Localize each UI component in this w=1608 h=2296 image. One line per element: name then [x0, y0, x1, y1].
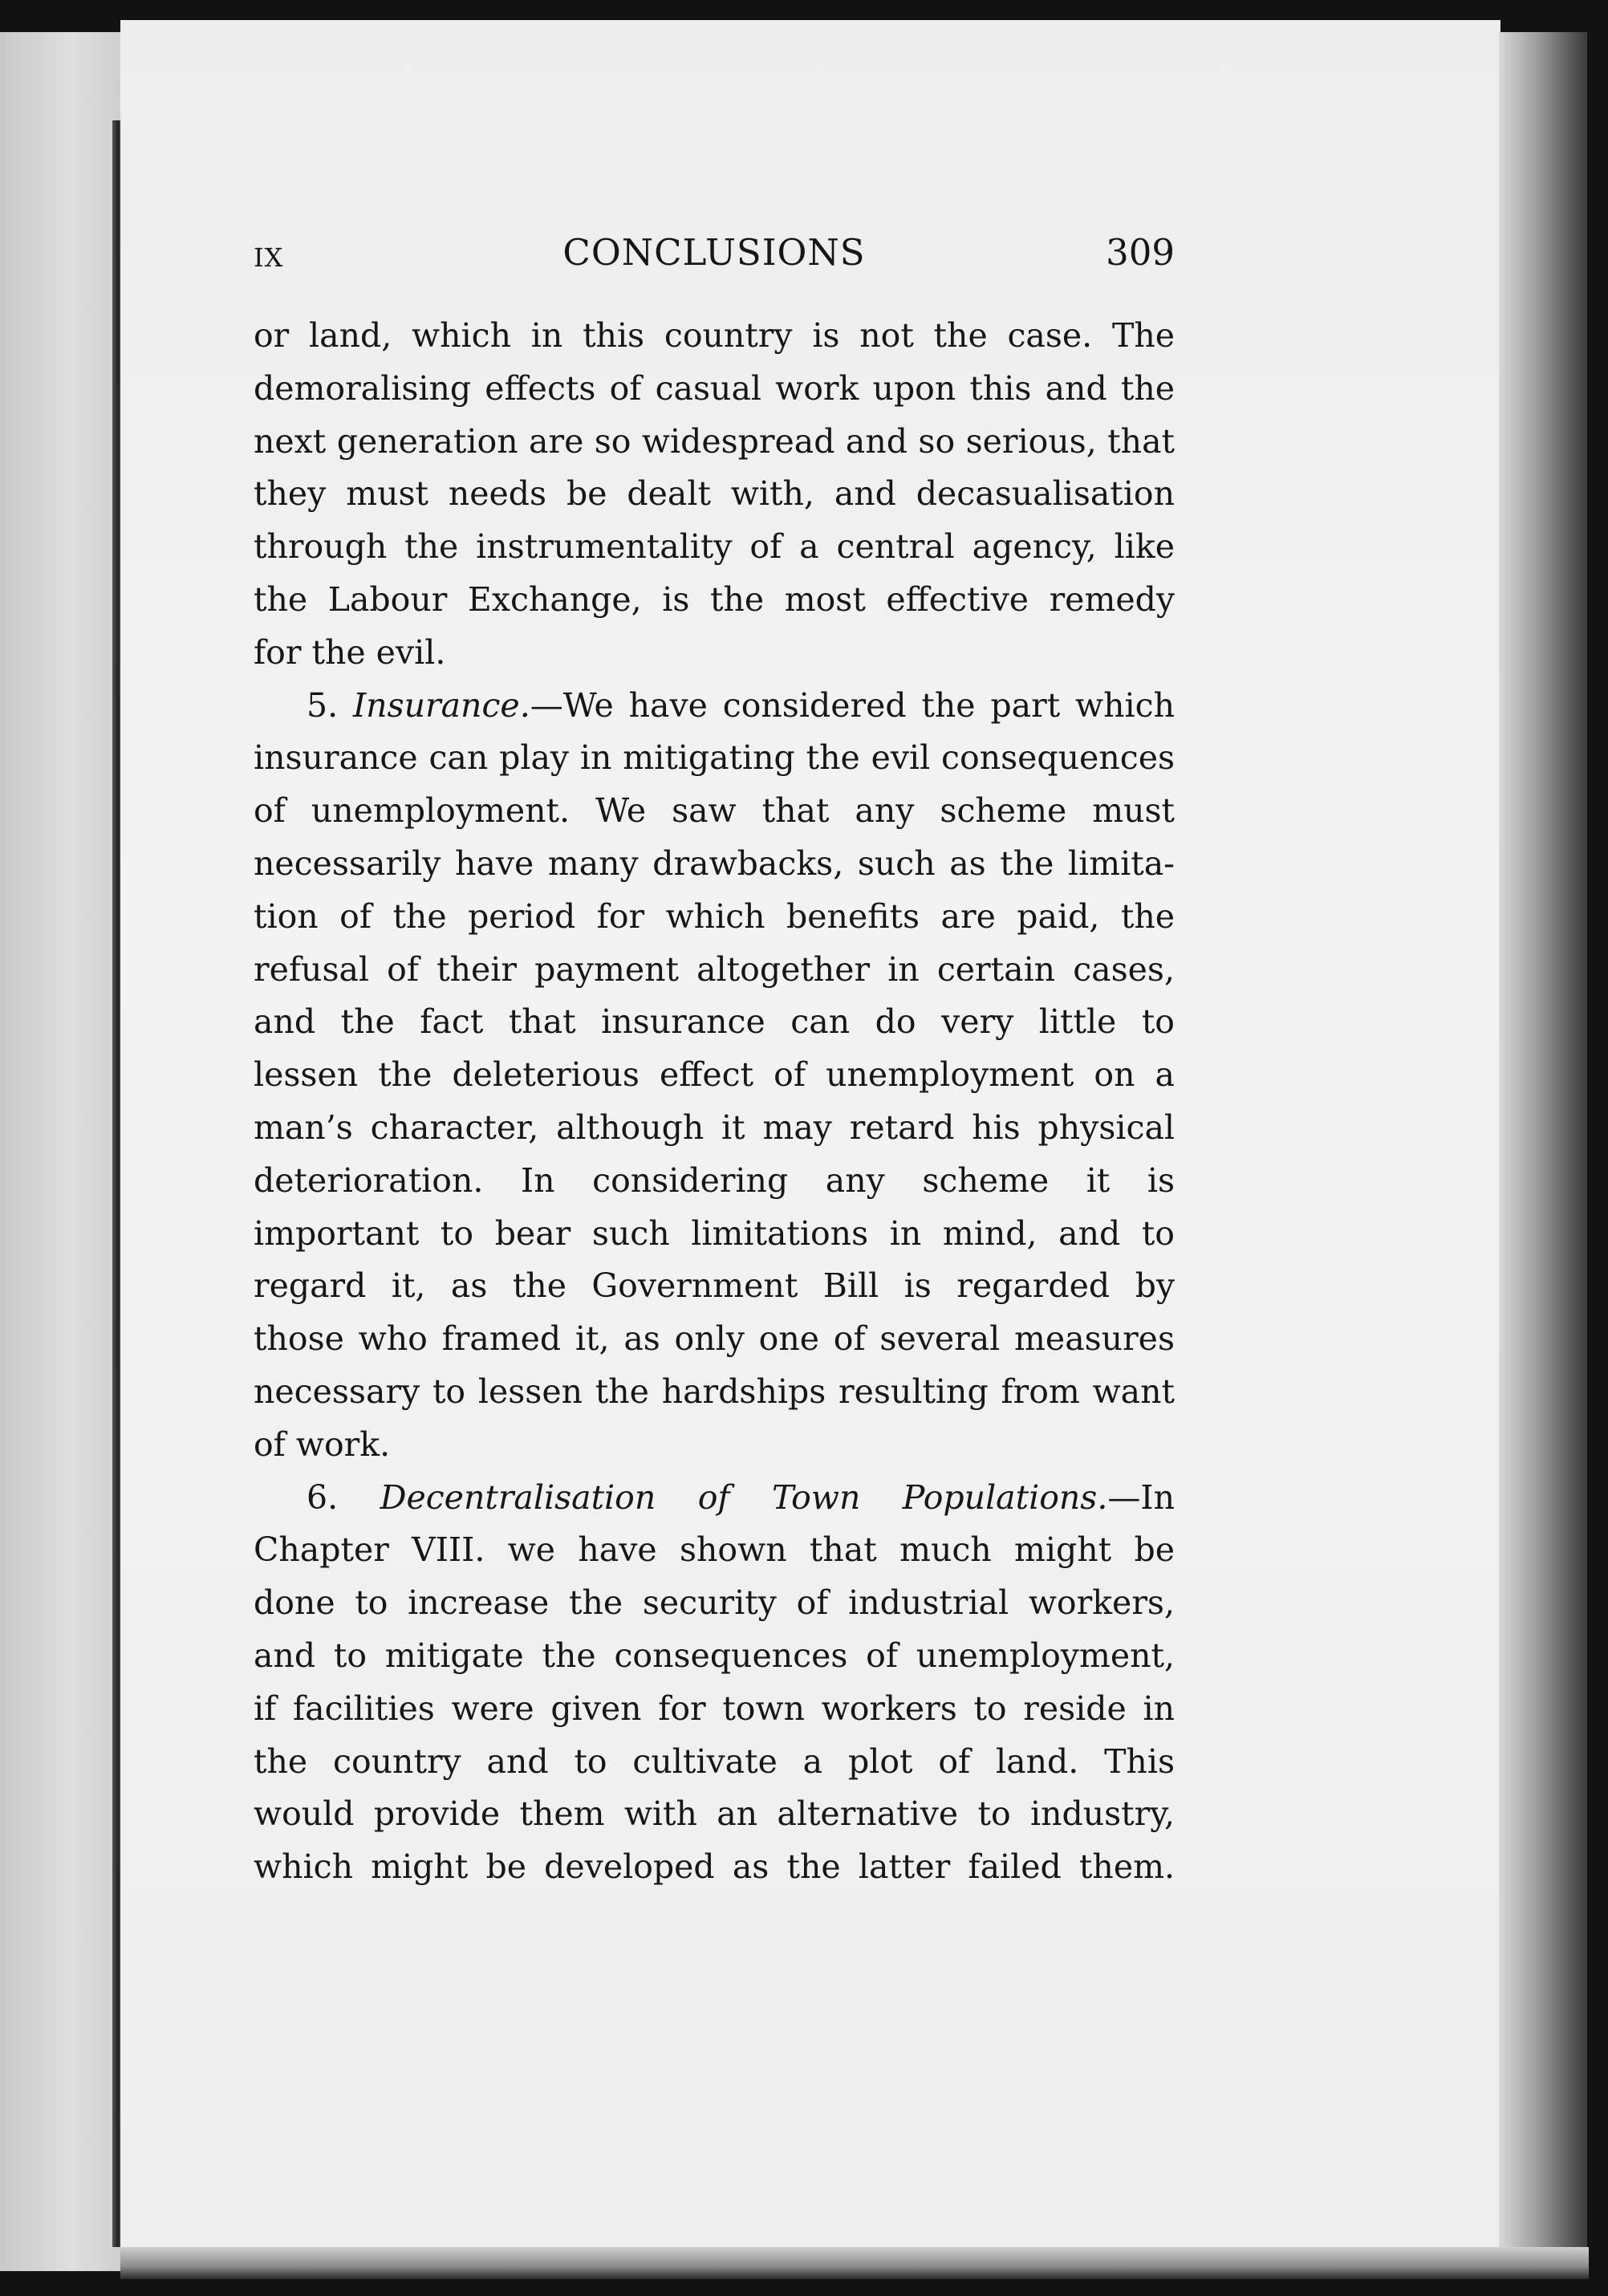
text-line: man’s character, although it may retard his physical [254, 1107, 1175, 1147]
text-line: through the instrumentality of a central agency, like [254, 527, 1175, 567]
text-line: of unemployment. We saw that any scheme must [254, 791, 1175, 831]
text-line: and the fact that insurance can do very little to [254, 1002, 1175, 1042]
text-line: would provide them with an alternative to industry, [254, 1794, 1175, 1834]
text-line: lessen the deleterious effect of unemployment on a [254, 1055, 1175, 1095]
text-line: Chapter VIII. we have shown that much might be [254, 1530, 1175, 1570]
paragraph [254, 310, 1175, 680]
text-line: next generation are so widespread and so serious, that [254, 421, 1175, 461]
text-line: of work. [254, 1424, 391, 1464]
page-stack-edge [1499, 32, 1587, 2263]
text-line: they must needs be dealt with, and decasualisation [254, 474, 1175, 514]
text-line: regard it, as the Government Bill is regarded by [254, 1266, 1175, 1306]
text-line: the country and to cultivate a plot of land. This [254, 1741, 1175, 1781]
text-line: which might be developed as the latter failed them. [254, 1847, 1175, 1887]
section-heading: Decentralisation of Town Populations. [380, 1477, 1108, 1517]
facing-page-text-fragments [0, 0, 112, 2296]
chapter-numeral: IX [254, 242, 284, 273]
text-line: important to bear such limitations in mind, and to [254, 1213, 1175, 1253]
text-line: the Labour Exchange, is the most effective remedy [254, 579, 1175, 619]
text-line: tion of the period for which benefits are paid, the [254, 896, 1175, 936]
text-run: —We have considered the part which [530, 685, 1175, 725]
running-head [254, 231, 1175, 282]
running-title: CONCLUSIONS [562, 231, 866, 274]
text-line: necessarily have many drawbacks, such as the limita- [254, 843, 1175, 883]
section-heading: Insurance. [352, 685, 530, 725]
body-text [254, 310, 1175, 1894]
text-line: if facilities were given for town workers to reside in [254, 1688, 1175, 1728]
text-line: demoralising effects of casual work upon this and the [254, 368, 1175, 408]
section-number: 5. [307, 685, 353, 725]
text-line [254, 1472, 1175, 1525]
text-line: those who framed it, as only one of several measures [254, 1319, 1175, 1359]
text-line: necessary to lessen the hardships resulting from want [254, 1372, 1175, 1411]
text-line: for the evil. [254, 632, 446, 672]
text-line: and to mitigate the consequences of unemployment, [254, 1636, 1175, 1675]
page-number: 309 [1106, 231, 1175, 274]
text-line: refusal of their payment altogether in certain cases, [254, 949, 1175, 989]
text-line: deterioration. In considering any scheme it is [254, 1160, 1175, 1200]
page-bottom-edge [120, 2247, 1589, 2279]
text-line: or land, which in this country is not the case. The [254, 316, 1175, 355]
text-line: insurance can play in mitigating the evil consequences [254, 738, 1175, 778]
text-line: done to increase the security of industrial workers, [254, 1583, 1175, 1623]
paragraph [254, 680, 1175, 1472]
section-number: 6. [307, 1477, 380, 1517]
text-run: —In [1107, 1477, 1175, 1517]
text-line [254, 680, 1175, 733]
paragraph [254, 1472, 1175, 1894]
